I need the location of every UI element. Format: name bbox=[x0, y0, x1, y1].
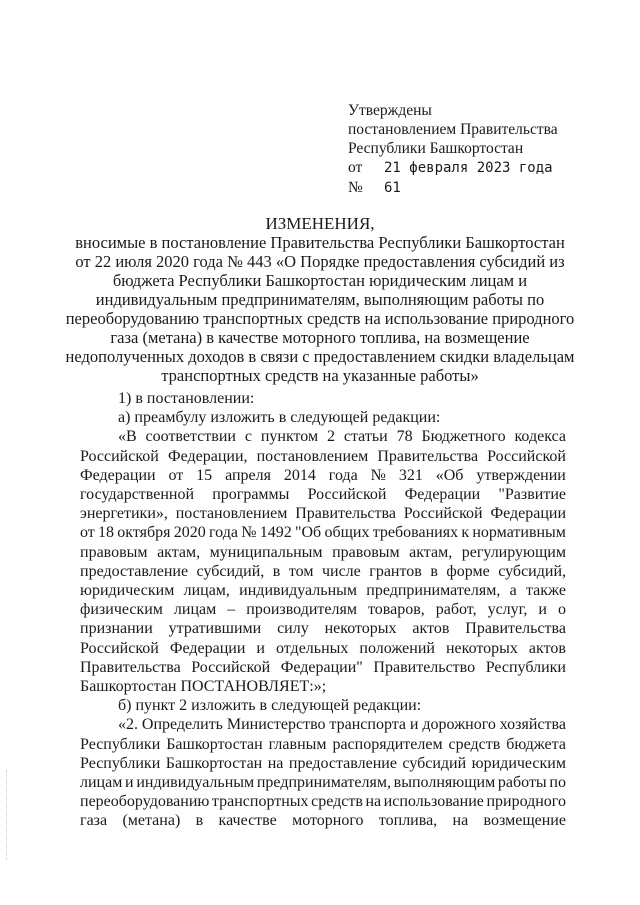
word: года bbox=[208, 524, 238, 542]
word: работ, bbox=[435, 601, 477, 619]
title-line: транспортных средств на указанные работы» bbox=[161, 366, 479, 385]
word: (метана) bbox=[122, 812, 181, 830]
approval-line: постановлением Правительства bbox=[348, 121, 558, 138]
word: использование bbox=[383, 793, 484, 811]
word: том bbox=[288, 562, 314, 580]
word: энергетики», bbox=[80, 505, 168, 523]
word: признании bbox=[80, 620, 153, 638]
word: субсидий, bbox=[498, 562, 566, 580]
word: Правительства bbox=[377, 447, 479, 465]
approval-block bbox=[348, 101, 598, 198]
word: транспортных bbox=[211, 793, 309, 811]
word: актов bbox=[528, 639, 566, 657]
title-line: недополученных доходов в связи с предоставлением скидки владельцам bbox=[65, 347, 575, 366]
word: к bbox=[461, 524, 470, 542]
word: Федерации bbox=[404, 486, 481, 504]
word: грантов bbox=[369, 562, 422, 580]
word: Правительства bbox=[80, 658, 181, 676]
word: утверждении bbox=[476, 466, 566, 484]
date-label: от bbox=[348, 159, 363, 176]
word: Определить bbox=[141, 716, 223, 734]
word: субсидий, bbox=[196, 562, 265, 580]
word: Правительства bbox=[295, 505, 396, 523]
justified-line bbox=[80, 543, 566, 562]
number-label: № bbox=[348, 179, 363, 196]
word: о bbox=[557, 601, 566, 619]
word: «Об bbox=[435, 466, 464, 484]
word: Республики bbox=[485, 658, 566, 676]
date-value: 21 февраля 2023 года bbox=[384, 160, 553, 176]
word: производителям bbox=[246, 601, 357, 619]
word: лицам, bbox=[183, 582, 230, 600]
quote-1 bbox=[80, 427, 566, 677]
word: октября bbox=[117, 524, 171, 542]
title-line: индивидуальным предпринимателям, выполняющим работы по bbox=[95, 290, 545, 309]
item-1: 1) в постановлении: bbox=[118, 390, 255, 407]
title-line: вносимые в постановление Правительства Республики Башкортостан bbox=[75, 233, 565, 252]
word: на bbox=[365, 793, 382, 811]
word: на bbox=[452, 812, 469, 830]
word: дорожного bbox=[422, 716, 496, 734]
word: в bbox=[272, 562, 281, 580]
justified-line bbox=[80, 504, 566, 523]
word: соответствии bbox=[145, 428, 236, 446]
word: актам, bbox=[409, 543, 453, 561]
word: 15 bbox=[196, 466, 213, 484]
word: некоторых bbox=[445, 639, 518, 657]
word: качестве bbox=[218, 812, 277, 830]
word: в bbox=[195, 812, 204, 830]
word: статьи bbox=[343, 428, 388, 446]
justified-line bbox=[80, 792, 566, 811]
word: 1492 bbox=[259, 524, 292, 542]
justified-line bbox=[80, 485, 566, 504]
word: апреля bbox=[225, 466, 271, 484]
word: предоставление bbox=[80, 562, 189, 580]
justified-line bbox=[80, 427, 566, 446]
word: Республики bbox=[80, 754, 161, 772]
approval-date-row bbox=[348, 158, 598, 178]
word: и bbox=[538, 601, 547, 619]
word: Российской bbox=[80, 639, 159, 657]
word: также bbox=[525, 582, 566, 600]
word: от bbox=[168, 466, 184, 484]
word: программы bbox=[212, 486, 290, 504]
word: предоставление bbox=[288, 754, 397, 772]
justified-line bbox=[80, 562, 566, 581]
word: бюджета bbox=[506, 735, 566, 753]
word: Российской bbox=[487, 447, 566, 465]
quote-2 bbox=[80, 715, 566, 830]
word: предпринимателям, bbox=[366, 582, 501, 600]
word: актов bbox=[412, 620, 450, 638]
word: газа bbox=[80, 812, 108, 830]
word: «2. bbox=[118, 716, 138, 734]
word: пунктом bbox=[260, 428, 319, 446]
word: юридическим bbox=[471, 754, 566, 772]
word: 321 bbox=[398, 466, 423, 484]
word: актам, bbox=[157, 543, 201, 561]
word: № bbox=[241, 524, 257, 542]
word: хозяйства bbox=[499, 716, 566, 734]
word: отдельных bbox=[275, 639, 349, 657]
word: Правительство bbox=[373, 658, 476, 676]
word: и bbox=[256, 639, 265, 657]
word: Башкортостан bbox=[166, 735, 263, 753]
word: Российской bbox=[80, 447, 159, 465]
word: а bbox=[509, 582, 517, 600]
approval-number-row bbox=[348, 178, 598, 198]
word: – bbox=[227, 601, 236, 619]
word: физическим bbox=[80, 601, 163, 619]
word: Федерации, bbox=[167, 447, 248, 465]
word: моторного bbox=[292, 812, 364, 830]
word: года bbox=[328, 466, 358, 484]
word: Федерации bbox=[490, 505, 566, 523]
word: утратившими bbox=[168, 620, 262, 638]
word: на bbox=[267, 754, 284, 772]
word: общих bbox=[324, 524, 370, 542]
word: требованиях bbox=[372, 524, 459, 542]
word: правовым bbox=[332, 543, 400, 561]
word: возмещение bbox=[483, 812, 566, 830]
word: силу bbox=[277, 620, 309, 638]
word: Российской bbox=[403, 505, 483, 523]
justified-line bbox=[80, 639, 566, 658]
word: индивидуальным bbox=[136, 774, 255, 792]
word: "Об bbox=[294, 524, 322, 542]
word: лицам bbox=[80, 774, 123, 792]
word: услуг, bbox=[487, 601, 528, 619]
word: нормативным bbox=[472, 524, 566, 542]
word: по bbox=[549, 774, 566, 792]
title-line: переоборудованию транспортных средств на использование природного bbox=[65, 309, 575, 328]
word: 2 bbox=[326, 428, 335, 446]
word: Российской bbox=[191, 658, 271, 676]
word: переоборудованию bbox=[80, 793, 210, 811]
justified-line bbox=[80, 447, 566, 466]
justified-line bbox=[80, 811, 566, 830]
justified-line bbox=[80, 658, 566, 677]
word: муниципальным bbox=[209, 543, 323, 561]
justified-line bbox=[80, 600, 566, 619]
word: юридическим bbox=[80, 582, 175, 600]
word: средств bbox=[311, 793, 363, 811]
item-1b: б) пункт 2 изложить в следующей редакции: bbox=[118, 697, 422, 715]
word: 18 bbox=[98, 524, 115, 542]
word: 78 bbox=[396, 428, 413, 446]
word: "Развитие bbox=[498, 486, 566, 504]
word: товаров, bbox=[367, 601, 425, 619]
word: выполняющим bbox=[393, 774, 496, 792]
word: «В bbox=[118, 428, 137, 446]
justified-line bbox=[80, 735, 566, 754]
title-heading: ИЗМЕНЕНИЯ, bbox=[265, 214, 375, 233]
word: Республики bbox=[80, 735, 161, 753]
word: в bbox=[430, 562, 438, 580]
word: Федерации bbox=[169, 639, 246, 657]
word: кодекса bbox=[514, 428, 566, 446]
justified-line bbox=[80, 773, 566, 792]
word: постановлением bbox=[256, 447, 369, 465]
word: форме bbox=[446, 562, 490, 580]
word: Федерации bbox=[80, 466, 156, 484]
word: лицам bbox=[173, 601, 217, 619]
word: 2014 bbox=[283, 466, 316, 484]
word: и bbox=[409, 716, 419, 734]
word: регулирующим bbox=[461, 543, 566, 561]
word: индивидуальным bbox=[239, 582, 358, 600]
title-line: бюджета Республики Башкортостан юридическим лицам и bbox=[112, 271, 528, 290]
word: некоторых bbox=[324, 620, 397, 638]
word: субсидий bbox=[402, 754, 467, 772]
word: числе bbox=[321, 562, 361, 580]
justified-line bbox=[80, 754, 566, 773]
word: предпринимателям, bbox=[256, 774, 391, 792]
justified-line bbox=[80, 581, 566, 600]
word: положений bbox=[359, 639, 435, 657]
word: транспорта bbox=[329, 716, 407, 734]
word: 2020 bbox=[173, 524, 206, 542]
word: топлива, bbox=[378, 812, 438, 830]
word: работы bbox=[497, 774, 547, 792]
word: Федерации" bbox=[280, 658, 363, 676]
word: государственной bbox=[80, 486, 195, 504]
word: Правительства bbox=[465, 620, 566, 638]
title-line: от 22 июля 2020 года № 443 «О Порядке предоставления субсидий из bbox=[75, 252, 565, 271]
title-line: газа (метана) в качестве моторного топлива, на возмещение bbox=[110, 328, 530, 347]
word: Башкортостан bbox=[165, 754, 263, 772]
word: природного bbox=[486, 793, 566, 811]
word: с bbox=[244, 428, 252, 446]
justified-line bbox=[80, 715, 566, 734]
word: правовым bbox=[80, 543, 148, 561]
word: постановлением bbox=[175, 505, 288, 523]
justified-line bbox=[80, 466, 566, 485]
word: от bbox=[80, 524, 95, 542]
word: Министерство bbox=[226, 716, 326, 734]
approval-line: Утверждены bbox=[348, 102, 432, 119]
word: Российской bbox=[307, 486, 387, 504]
word: распорядителем bbox=[332, 735, 443, 753]
word: № bbox=[370, 466, 386, 484]
item-1a: а) преамбулу изложить в следующей редакции: bbox=[118, 409, 441, 427]
word: Бюджетного bbox=[421, 428, 506, 446]
word: главным bbox=[268, 735, 327, 753]
document-title bbox=[60, 214, 580, 385]
justified-line bbox=[80, 523, 566, 542]
approval-line: Республики Башкортостан bbox=[348, 140, 524, 157]
justified-line bbox=[80, 619, 566, 638]
document-body bbox=[80, 389, 566, 831]
quote-1-last-line: Башкортостан ПОСТАНОВЛЯЕТ:»; bbox=[80, 678, 327, 696]
word: средств bbox=[448, 735, 501, 753]
number-value: 61 bbox=[384, 180, 401, 196]
margin-scan-mark bbox=[6, 770, 9, 860]
word: и bbox=[125, 774, 134, 792]
